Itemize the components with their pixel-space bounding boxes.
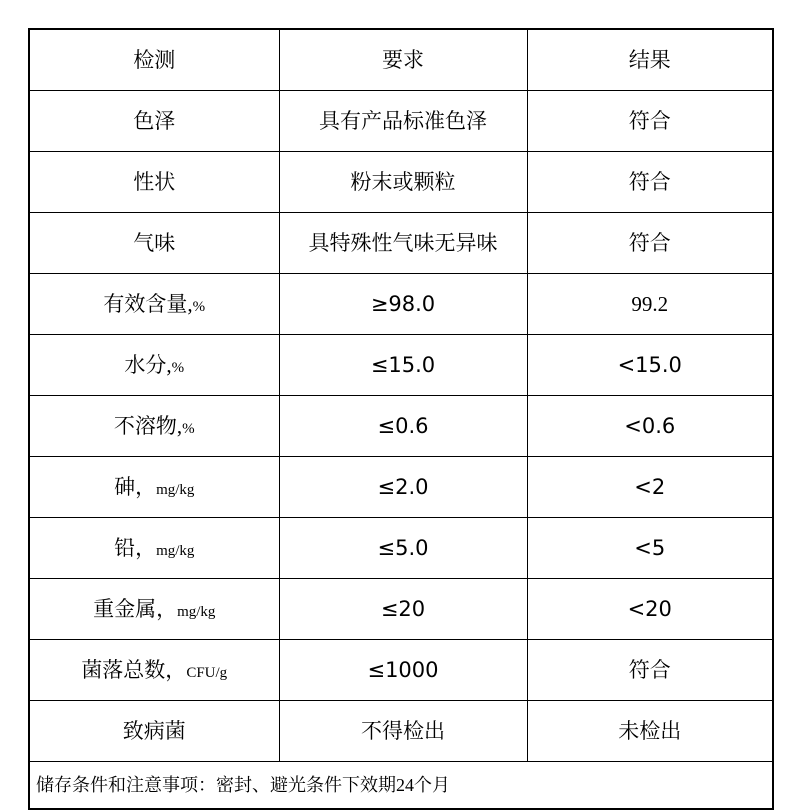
cell-item xyxy=(29,213,279,274)
cell-requirement: 不得检出 xyxy=(279,701,527,762)
cell-result: <5 xyxy=(527,518,773,579)
cell-result: 未检出 xyxy=(527,701,773,762)
cell-item xyxy=(29,518,279,579)
cell-item-text: 水分, xyxy=(124,352,172,377)
cell-result: 符合 xyxy=(527,640,773,701)
cell-item-text: 铅， xyxy=(114,535,157,560)
cell-item-unit: mg/kg xyxy=(177,603,216,620)
table-row xyxy=(29,579,773,640)
cell-item-text: 气味 xyxy=(133,230,176,255)
cell-item-unit: % xyxy=(171,359,185,376)
table-row xyxy=(29,152,773,213)
cell-item-unit: % xyxy=(182,420,195,437)
cell-requirement: ≤0.6 xyxy=(279,396,527,457)
cell-item-unit: % xyxy=(192,298,206,315)
column-header-requirement: 要求 xyxy=(279,29,527,91)
cell-item-unit: mg/kg xyxy=(156,542,195,559)
cell-item-text: 色泽 xyxy=(133,108,176,133)
cell-item xyxy=(29,274,279,335)
cell-item-unit: mg/kg xyxy=(156,481,195,498)
cell-item-text: 致病菌 xyxy=(122,718,186,743)
cell-item xyxy=(29,579,279,640)
cell-result: 99.2 xyxy=(527,274,773,335)
cell-result: <2 xyxy=(527,457,773,518)
table-row xyxy=(29,396,773,457)
cell-result: <15.0 xyxy=(527,335,773,396)
cell-requirement: 粉末或颗粒 xyxy=(279,152,527,213)
cell-item xyxy=(29,701,279,762)
cell-item xyxy=(29,152,279,213)
table-header-row xyxy=(29,29,773,91)
cell-requirement: ≤1000 xyxy=(279,640,527,701)
cell-requirement: 具特殊性气味无异味 xyxy=(279,213,527,274)
table-row xyxy=(29,701,773,762)
cell-requirement: ≤5.0 xyxy=(279,518,527,579)
cell-result: 符合 xyxy=(527,91,773,152)
cell-item-text: 菌落总数， xyxy=(81,657,187,682)
table-row xyxy=(29,213,773,274)
cell-requirement: ≤15.0 xyxy=(279,335,527,396)
cell-requirement: 具有产品标准色泽 xyxy=(279,91,527,152)
cell-item xyxy=(29,91,279,152)
table-body xyxy=(29,91,773,810)
column-header-result: 结果 xyxy=(527,29,773,91)
storage-note: 储存条件和注意事项：密封、避光条件下效期24个月 xyxy=(29,762,773,810)
table-row xyxy=(29,91,773,152)
cell-item-text: 重金属， xyxy=(93,596,178,621)
table-row xyxy=(29,518,773,579)
table-row xyxy=(29,274,773,335)
table-row xyxy=(29,335,773,396)
cell-item xyxy=(29,396,279,457)
cell-item-text: 有效含量, xyxy=(103,291,193,316)
table-row xyxy=(29,457,773,518)
cell-item-text: 性状 xyxy=(133,169,176,194)
table-row xyxy=(29,640,773,701)
specification-table xyxy=(28,28,774,810)
cell-item-text: 砷， xyxy=(114,474,157,499)
cell-result: <20 xyxy=(527,579,773,640)
cell-result: 符合 xyxy=(527,152,773,213)
cell-item xyxy=(29,457,279,518)
cell-item xyxy=(29,335,279,396)
cell-result: 符合 xyxy=(527,213,773,274)
cell-requirement: ≤2.0 xyxy=(279,457,527,518)
column-header-item: 检测 xyxy=(29,29,279,91)
cell-item-text: 不溶物, xyxy=(113,413,183,438)
cell-requirement: ≤20 xyxy=(279,579,527,640)
table-header xyxy=(29,29,773,91)
cell-item-unit: CFU/g xyxy=(186,664,228,681)
cell-requirement: ≥98.0 xyxy=(279,274,527,335)
cell-item xyxy=(29,640,279,701)
cell-result: <0.6 xyxy=(527,396,773,457)
table-note-row xyxy=(29,762,773,810)
